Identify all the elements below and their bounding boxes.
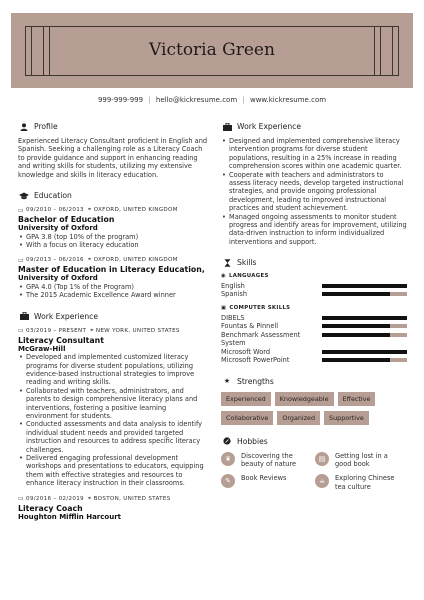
candidate-name: Victoria Green	[149, 40, 275, 60]
entry-meta	[18, 327, 210, 335]
entry-dates: 03/2019 – PRESENT	[25, 327, 87, 334]
graduation-cap-icon	[18, 192, 30, 200]
hobby-item	[315, 474, 397, 491]
entry-location: NEW YORK, UNITED STATES	[95, 327, 180, 334]
skill-name: Spanish	[221, 290, 248, 299]
skill-name: DIBELS	[221, 313, 245, 322]
tea-cup-icon: ☕	[315, 474, 329, 488]
degree: Bachelor of Education	[18, 215, 115, 225]
entry-dates: 09/2016 – 02/2019	[25, 495, 84, 502]
list-item: • Collaborated with teachers, administrators, and parents to design comprehensive literacy plans and interventions, fostering a positive learning environment for students.	[18, 387, 210, 421]
hobby-text: Discovering the beauty of nature	[241, 451, 297, 469]
profile-text: Experienced Literacy Consultant proficient in English and Spanish. Seeking a challenging role as a Literacy Coach to provide guidance and support in enhancing reading and writing skills for students, utilizing my extensive knowledge and skills in literacy education.	[18, 137, 208, 179]
work-entry	[18, 495, 210, 522]
strengths-heading	[221, 377, 407, 386]
skill-bar-fill	[322, 316, 407, 320]
skills-group-label	[221, 273, 407, 279]
skill-bar	[322, 333, 407, 337]
job-title: Literacy Coach	[18, 503, 83, 513]
section-title: Hobbies	[237, 436, 268, 446]
strength-tag: Knowledgeable	[275, 392, 334, 406]
strength-tag: Effective	[338, 392, 376, 406]
company: McGraw-Hill	[18, 344, 66, 353]
separator: |	[148, 96, 151, 104]
calendar-icon: ▭	[18, 495, 24, 503]
skill-bar	[322, 324, 407, 328]
job-title: Literacy Consultant	[18, 335, 104, 345]
work-heading	[18, 312, 210, 321]
hourglass-icon	[221, 259, 233, 267]
leaf-icon	[221, 437, 233, 445]
degree: Master of Education in Literacy Education,	[18, 265, 205, 275]
location-pin-icon: ⌖	[87, 206, 92, 214]
company: Houghton Mifflin Harcourt	[18, 512, 121, 521]
education-entry	[18, 206, 210, 249]
left-column	[18, 122, 210, 521]
skill-bar	[322, 292, 407, 296]
list-item: • GPA 3.8 (top 10% of the program)	[18, 233, 210, 241]
education-entry	[18, 256, 210, 299]
skill-name: Microsoft PowerPoint	[221, 356, 290, 365]
hobby-text: Getting lost in a good book	[335, 451, 388, 469]
header-banner	[11, 13, 413, 88]
list-item: • Delivered engaging professional development workshops and presentations to educators, equipping them with effective strategies and resources to enhance literacy instruction in their classrooms.	[18, 454, 210, 488]
skill-name: Microsoft Word	[221, 347, 271, 356]
list-item: • With a focus on literacy education	[18, 241, 210, 249]
globe-icon: ◉	[221, 273, 227, 280]
list-item: • The 2015 Academic Excellence Award winner	[18, 291, 210, 299]
work-heading	[221, 122, 407, 131]
work-entry	[18, 327, 210, 488]
strength-tag: Organized	[277, 411, 320, 425]
entry-location: BOSTON, UNITED STATES	[93, 495, 171, 502]
skill-name: Benchmark Assessment System	[221, 330, 301, 348]
skill-bar-fill	[322, 350, 407, 354]
skill-bar-fill	[322, 324, 390, 328]
skill-row	[221, 313, 407, 322]
skill-bar	[322, 350, 407, 354]
leaf-icon: ❦	[221, 452, 235, 466]
hobby-item	[221, 474, 303, 491]
list-item: • GPA 4.0 (Top 1% of the Program)	[18, 283, 210, 291]
briefcase-icon	[221, 123, 233, 131]
entry-meta	[18, 495, 210, 503]
entry-location: OXFORD, UNITED KINGDOM	[93, 207, 178, 214]
hobby-text: Exploring Chinese tea culture	[335, 474, 395, 491]
skill-row	[221, 290, 407, 299]
skill-row	[221, 347, 407, 356]
entry-dates: 09/2010 – 06/2013	[25, 207, 84, 214]
strength-tags	[221, 392, 401, 425]
hobby-text: Book Reviews	[241, 474, 287, 483]
location-pin-icon: ⌖	[87, 256, 92, 264]
skill-row	[221, 331, 407, 348]
calendar-icon: ▭	[18, 256, 24, 264]
hobby-item	[315, 452, 397, 469]
education-heading	[18, 191, 210, 200]
list-item: • Developed and implemented customized literacy programs for diverse student populations, utilizing evidence-based instructional strategies to improve reading and writing skills.	[18, 353, 210, 387]
skill-bar-fill	[322, 333, 390, 337]
hobby-item	[221, 452, 303, 469]
list-item: • Cooperate with teachers and administrators to assess literacy needs, develop targeted instructional strategies, and provide ongoing professional development, leading to improved instructional practices and student achievement.	[221, 171, 407, 213]
section-title: Profile	[34, 122, 58, 131]
monitor-icon: ▣	[221, 305, 227, 312]
school: University of Oxford	[18, 224, 98, 233]
hobbies-list	[221, 452, 407, 492]
website-link[interactable]: www.kickresume.com	[249, 96, 327, 104]
section-title: Work Experience	[237, 122, 301, 131]
book-icon: ▤	[315, 452, 329, 466]
section-title: Skills	[237, 258, 257, 268]
list-item: • Conducted assessments and data analysis to identify individual student needs and provided targeted instruction and resources to address specific literacy challenges.	[18, 420, 210, 454]
section-title: Strengths	[237, 376, 274, 386]
skill-bar-fill	[322, 292, 390, 296]
calendar-icon: ▭	[18, 327, 24, 335]
strength-tag: Experienced	[221, 392, 271, 406]
skill-bar-fill	[322, 284, 407, 288]
profile-heading	[18, 122, 210, 131]
group-title: COMPUTER SKILLS	[229, 305, 291, 312]
skill-name: English	[221, 281, 245, 290]
right-column	[221, 122, 407, 491]
strength-tag: Supportive	[324, 411, 369, 425]
group-title: LANGUAGES	[229, 273, 269, 280]
section-title: Work Experience	[34, 311, 98, 321]
email-link[interactable]: hello@kickresume.com	[155, 96, 238, 104]
skill-bar	[322, 316, 407, 320]
skill-row	[221, 356, 407, 365]
strength-tag: Collaborative	[221, 411, 273, 425]
section-title: Education	[34, 191, 72, 201]
list-item: • Designed and implemented comprehensive literacy intervention programs for diverse student populations, resulting in a 25% increase in reading comprehension scores within one academic quarter.	[221, 137, 407, 171]
skills-heading	[221, 258, 407, 267]
location-pin-icon: ⌖	[87, 494, 92, 502]
pencil-icon: ✎	[221, 474, 235, 488]
skill-bar	[322, 284, 407, 288]
skill-row	[221, 281, 407, 290]
user-icon	[18, 123, 30, 131]
separator: |	[242, 96, 245, 104]
skills-group-label	[221, 305, 407, 311]
location-pin-icon: ⌖	[90, 326, 94, 334]
skill-bar-fill	[322, 358, 390, 362]
entry-meta	[18, 206, 210, 214]
list-item: • Managed ongoing assessments to monitor student progress and identify areas for improvement, utilizing data-driven instruction to inform individualized interventions and support.	[221, 213, 407, 247]
skill-row	[221, 322, 407, 331]
skill-bar	[322, 358, 407, 362]
hobbies-heading	[221, 437, 407, 446]
school: University of Oxford	[18, 274, 98, 283]
phone: 999-999-999	[97, 96, 144, 104]
skill-name: Fountas & Pinnell	[221, 322, 279, 331]
entry-meta	[18, 256, 210, 264]
briefcase-icon	[18, 312, 30, 320]
entry-location: OXFORD, UNITED KINGDOM	[93, 257, 178, 264]
entry-dates: 09/2013 – 06/2016	[25, 257, 84, 264]
calendar-icon: ▭	[18, 206, 24, 214]
contact-line	[0, 96, 424, 104]
star-icon: ★	[223, 377, 231, 386]
